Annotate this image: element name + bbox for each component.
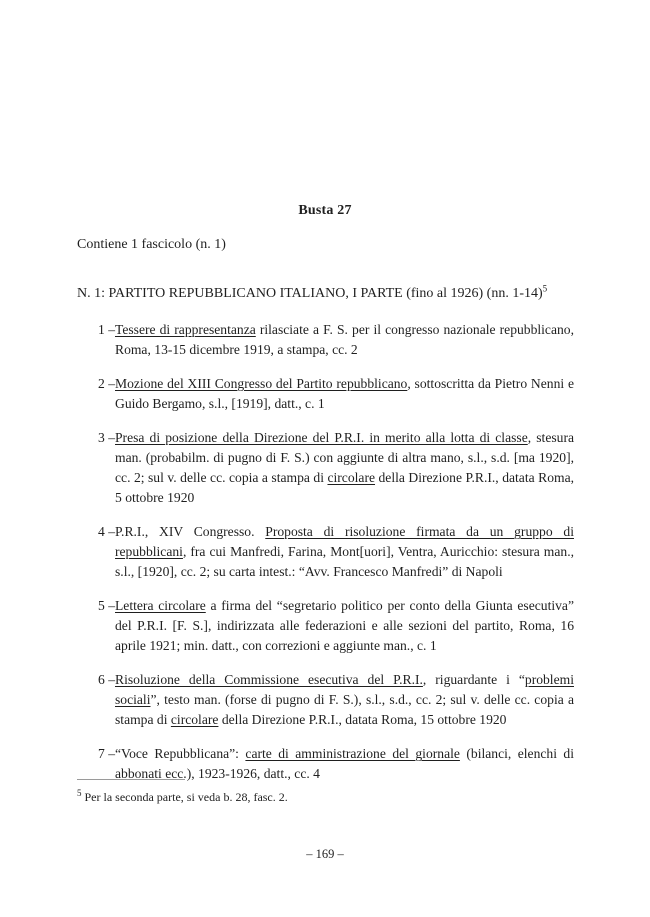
item-description <box>115 670 574 730</box>
fascicolo-title-text: N. 1: PARTITO REPUBBLICANO ITALIANO, I PARTE (fino al 1926) (nn. 1-14) <box>77 286 543 301</box>
page-number: – 169 – <box>306 847 344 861</box>
list-item <box>98 596 574 656</box>
footnote-text: Per la seconda parte, si veda b. 28, fasc. 2. <box>81 790 288 804</box>
underlined-title: Presa di posizione della Direzione del P.R.I. in merito alla lotta di classe <box>115 430 528 445</box>
item-number: 3 – <box>98 430 115 445</box>
item-text-segment: della Direzione P.R.I., datata Roma, 5 ottobre 1920 <box>115 470 574 505</box>
item-list <box>98 320 574 798</box>
underlined-title: problemi sociali <box>115 672 574 707</box>
contents-summary: Contiene 1 fascicolo (n. 1) <box>77 237 226 252</box>
underlined-title: Mozione del XIII Congresso del Partito repubblicano <box>115 376 408 391</box>
underlined-title: circolare <box>170 712 219 727</box>
item-description <box>115 374 574 414</box>
list-item <box>98 320 574 360</box>
item-number: 6 – <box>98 672 115 687</box>
item-number: 7 – <box>98 746 115 761</box>
item-text-segment: ”, testo man. (forse di pugno di F. S.), s.l., s.d., cc. 2; sul v. delle cc. copia a stampa di <box>115 692 574 727</box>
item-text-segment: , riguardante i “ <box>422 672 525 687</box>
footnote-mark: 5 <box>77 788 82 798</box>
item-text-segment: a firma del “segretario politico per conto della Giunta esecutiva” del P.R.I. [F. S.], indirizzata alle federazioni e alle sezioni del partito, Roma, 16 aprile 1921; min. datt., con correzioni e aggiunte man., c. 1 <box>115 598 574 653</box>
footnote-divider <box>77 779 185 780</box>
footnote-reference: 5 <box>542 283 548 294</box>
item-number: 5 – <box>98 598 115 613</box>
item-description <box>115 744 574 784</box>
list-item <box>98 522 574 582</box>
item-description <box>115 596 574 656</box>
underlined-title: Lettera circolare <box>115 598 206 613</box>
list-item <box>98 374 574 414</box>
item-number: 1 – <box>98 322 115 337</box>
fascicolo-title <box>77 283 548 302</box>
item-text-segment: “Voce Repubblicana”: <box>115 746 246 761</box>
underlined-title: carte di amministrazione del giornale <box>245 746 460 761</box>
underlined-title: Proposta di risoluzione firmata da un gruppo di repubblicani <box>115 524 574 559</box>
item-number: 2 – <box>98 376 115 391</box>
item-description <box>115 522 574 582</box>
item-number: 4 – <box>98 524 115 539</box>
list-item <box>98 670 574 730</box>
section-heading: Busta 27 <box>298 203 352 218</box>
list-item <box>98 744 574 784</box>
item-text-segment: , stesura man. (probabilm. di pugno di F. S.) con aggiunte di altra mano, s.l., s.d. [ma 1920], cc. 2; sul v. delle cc. copia a stampa di <box>115 430 575 485</box>
footnote <box>77 790 288 805</box>
underlined-title: Risoluzione della Commissione esecutiva del P.R.I. <box>115 672 423 687</box>
item-text-segment: , sottoscritta da Pietro Nenni e Guido Bergamo, s.l., [1919], datt., c. 1 <box>115 376 574 411</box>
item-text-segment: rilasciate a F. S. per il congresso nazionale repubblicano, Roma, 13-15 dicembre 1919, a stampa, cc. 2 <box>115 322 574 357</box>
item-text-segment: (bilanci, elenchi di abbonati ecc.), 1923-1926, datt., cc. 4 <box>115 746 574 781</box>
underlined-title: Tessere di rappresentanza <box>115 322 256 337</box>
list-item <box>98 428 574 508</box>
item-text-segment: , fra cui Manfredi, Farina, Mont[uori], Ventra, Auricchio: stesura man., s.l., [1920], cc. 2; su carta intest.: “Avv. Francesco Manfredi” di Napoli <box>115 544 574 579</box>
item-description <box>115 428 574 508</box>
item-text-segment: della Direzione P.R.I., datata Roma, 15 ottobre 1920 <box>218 712 507 727</box>
item-text-segment: P.R.I., XIV Congresso. <box>115 524 266 539</box>
item-description <box>115 320 574 360</box>
underlined-title: circolare <box>327 470 376 485</box>
